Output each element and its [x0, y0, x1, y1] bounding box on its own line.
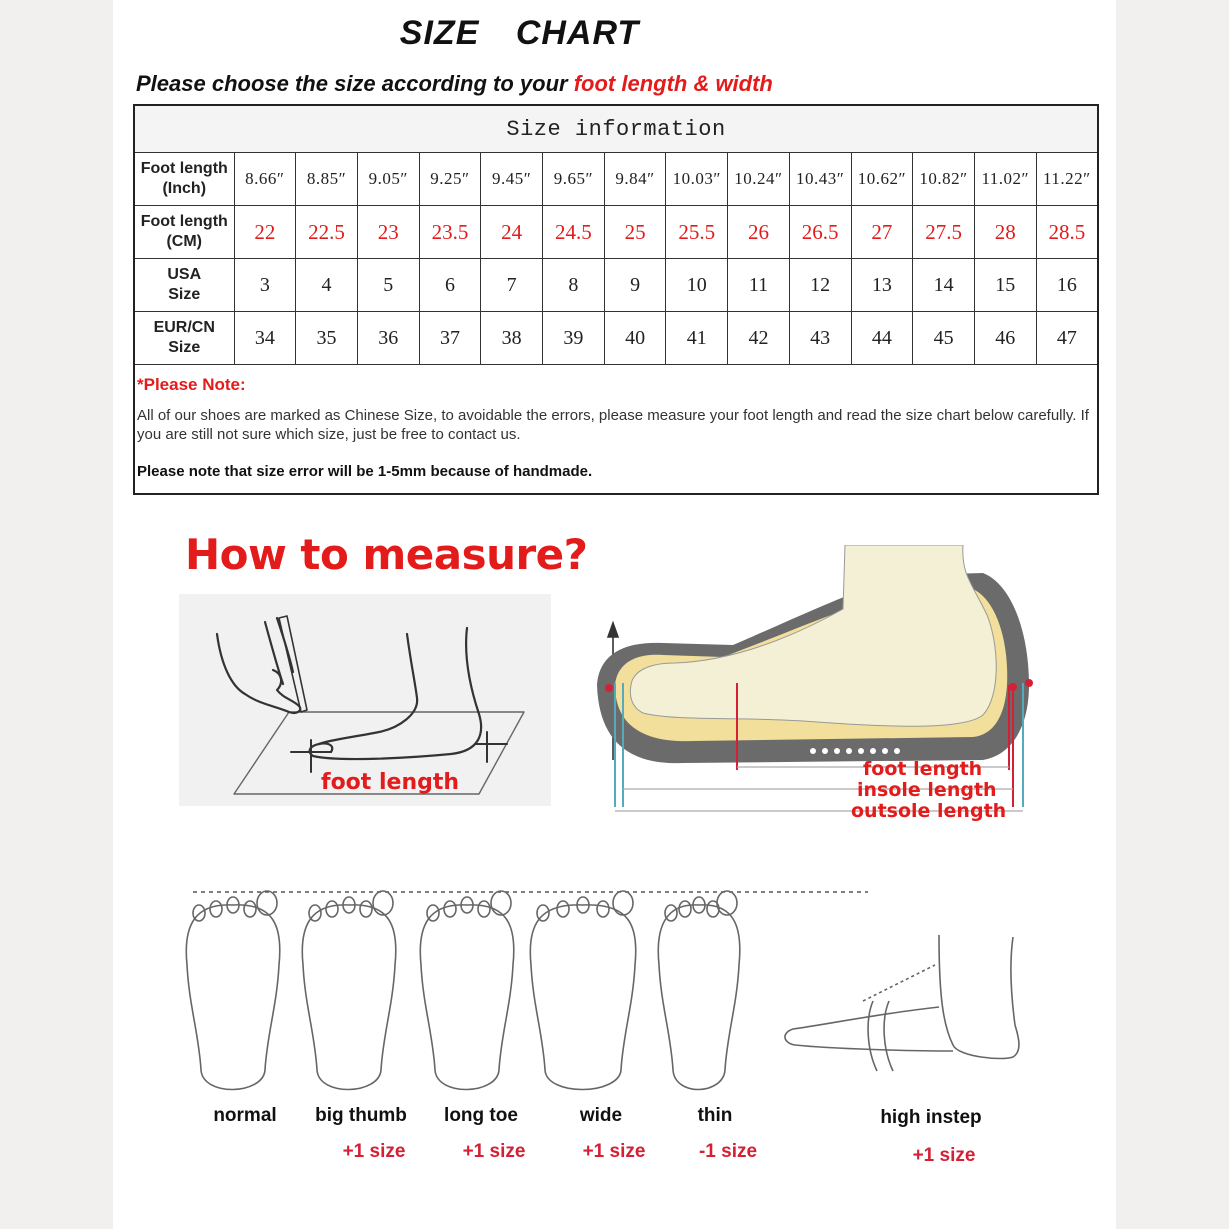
- subtitle-text: Please choose the size according to your: [136, 71, 574, 96]
- table-cell-eu: 47: [1036, 312, 1098, 365]
- table-cell-eu: 41: [666, 312, 728, 365]
- foot-types-illustration: [183, 875, 1083, 1115]
- page-title: SIZE CHART: [399, 14, 640, 52]
- table-cell-inch: 10.24″: [728, 153, 790, 206]
- size-adjust-label: +1 size: [342, 1141, 406, 1162]
- table-cell-us: 11: [728, 259, 790, 312]
- foot-outline: [530, 905, 636, 1090]
- table-cell-us: 7: [481, 259, 543, 312]
- toe-outline: [360, 901, 372, 917]
- table-cell-inch: 9.25″: [419, 153, 481, 206]
- table-cell-inch: 8.66″: [234, 153, 296, 206]
- table-cell-eu: 42: [728, 312, 790, 365]
- foot-outline: [186, 905, 280, 1090]
- foot-types-diagram: [183, 875, 1083, 1195]
- table-cell-us: 10: [666, 259, 728, 312]
- table-cell-inch: 10.43″: [789, 153, 851, 206]
- table-cell-us: 3: [234, 259, 296, 312]
- table-cell-cm: 24.5: [543, 206, 605, 259]
- table-cell-inch: 10.62″: [851, 153, 913, 206]
- note-body: All of our shoes are marked as Chinese Size, to avoidable the errors, please measure your foot length and read the size chart below carefully. If you are still not sure which size, just be free to contact us.: [137, 407, 1089, 443]
- toe-outline: [613, 891, 633, 915]
- toe-outline: [557, 901, 569, 917]
- table-cell-us: 12: [789, 259, 851, 312]
- table-cell-inch: 9.65″: [543, 153, 605, 206]
- table-cell-cm: 28.5: [1036, 206, 1098, 259]
- toe-outline: [257, 891, 277, 915]
- table-cell-cm: 27: [851, 206, 913, 259]
- toe-outline: [679, 901, 691, 917]
- table-cell-us: 9: [604, 259, 666, 312]
- size-table: [133, 104, 1099, 495]
- table-cell-cm: 22: [234, 206, 296, 259]
- table-row: [134, 153, 1098, 206]
- foot-type-label: big thumb: [315, 1105, 407, 1126]
- table-row: [134, 259, 1098, 312]
- foot-type-label: thin: [697, 1105, 733, 1126]
- table-cell-cm: 24: [481, 206, 543, 259]
- size-chart-page: [113, 0, 1116, 1229]
- size-adjust-label: +1 size: [462, 1141, 526, 1162]
- table-cell-cm: 27.5: [913, 206, 975, 259]
- table-cell-cm: 23: [357, 206, 419, 259]
- row-label: Foot length (CM): [134, 206, 234, 259]
- table-cell-eu: 37: [419, 312, 481, 365]
- foot-length-drawing: [179, 594, 551, 806]
- table-row: [134, 312, 1098, 365]
- table-cell-cm: 26: [728, 206, 790, 259]
- table-cell-inch: 9.45″: [481, 153, 543, 206]
- table-cell-inch: 8.85″: [296, 153, 358, 206]
- table-cell-inch: 9.84″: [604, 153, 666, 206]
- shoe-diagram: [583, 545, 1043, 835]
- note-handmade: Please note that size error will be 1-5mm because of handmade.: [137, 463, 593, 480]
- table-cell-inch: 11.22″: [1036, 153, 1098, 206]
- table-cell-us: 5: [357, 259, 419, 312]
- toe-outline: [597, 901, 609, 917]
- table-cell-cm: 28: [974, 206, 1036, 259]
- table-cell-cm: 25: [604, 206, 666, 259]
- toe-outline: [244, 901, 256, 917]
- how-to-measure-heading: How to measure?: [185, 530, 588, 579]
- foot-type-label: long toe: [444, 1105, 518, 1126]
- table-cell-cm: 26.5: [789, 206, 851, 259]
- table-heading: Size information: [134, 105, 1098, 153]
- table-cell-us: 16: [1036, 259, 1098, 312]
- table-cell-us: 4: [296, 259, 358, 312]
- row-label: Foot length (Inch): [134, 153, 234, 206]
- table-cell-us: 13: [851, 259, 913, 312]
- foot-length-label: foot length: [321, 770, 460, 795]
- insole-length-label: insole length: [857, 779, 997, 801]
- table-cell-us: 6: [419, 259, 481, 312]
- row-label: EUR/CN Size: [134, 312, 234, 365]
- toe-outline: [478, 901, 490, 917]
- notes-cell: [134, 365, 1098, 495]
- table-cell-eu: 44: [851, 312, 913, 365]
- foot-outline: [420, 905, 514, 1090]
- toe-outline: [373, 891, 393, 915]
- table-cell-inch: 10.03″: [666, 153, 728, 206]
- row-label: USA Size: [134, 259, 234, 312]
- table-cell-eu: 45: [913, 312, 975, 365]
- table-row: [134, 206, 1098, 259]
- foot-type-label: normal: [213, 1105, 277, 1126]
- subtitle-highlight: foot length & width: [573, 71, 773, 96]
- foot-outline: [658, 905, 740, 1090]
- table-cell-cm: 25.5: [666, 206, 728, 259]
- table-cell-us: 15: [974, 259, 1036, 312]
- toe-outline: [326, 901, 338, 917]
- toe-outline: [491, 891, 511, 915]
- toe-outline: [444, 901, 456, 917]
- table-cell-eu: 43: [789, 312, 851, 365]
- table-cell-eu: 38: [481, 312, 543, 365]
- size-adjust-label: +1 size: [582, 1141, 646, 1162]
- toe-outline: [537, 905, 549, 921]
- table-cell-eu: 35: [296, 312, 358, 365]
- table-cell-eu: 40: [604, 312, 666, 365]
- table-cell-cm: 22.5: [296, 206, 358, 259]
- table-cell-eu: 39: [543, 312, 605, 365]
- table-cell-eu: 34: [234, 312, 296, 365]
- table-cell-inch: 9.05″: [357, 153, 419, 206]
- table-cell-eu: 46: [974, 312, 1036, 365]
- table-cell-inch: 11.02″: [974, 153, 1036, 206]
- foot-type-label: wide: [579, 1105, 623, 1126]
- note-title: *Please Note:: [137, 375, 246, 394]
- table-cell-us: 8: [543, 259, 605, 312]
- table-cell-eu: 36: [357, 312, 419, 365]
- foot-outline: [302, 905, 396, 1090]
- foot-type-label: high instep: [880, 1107, 982, 1128]
- table-cell-cm: 23.5: [419, 206, 481, 259]
- subtitle: [136, 71, 773, 97]
- toe-outline: [210, 901, 222, 917]
- outsole-length-label: outsole length: [851, 800, 1007, 822]
- shoe-foot-length-label: foot length: [863, 758, 983, 780]
- table-cell-inch: 10.82″: [913, 153, 975, 206]
- size-adjust-label: +1 size: [912, 1145, 976, 1166]
- size-adjust-label: -1 size: [698, 1141, 758, 1162]
- table-cell-us: 14: [913, 259, 975, 312]
